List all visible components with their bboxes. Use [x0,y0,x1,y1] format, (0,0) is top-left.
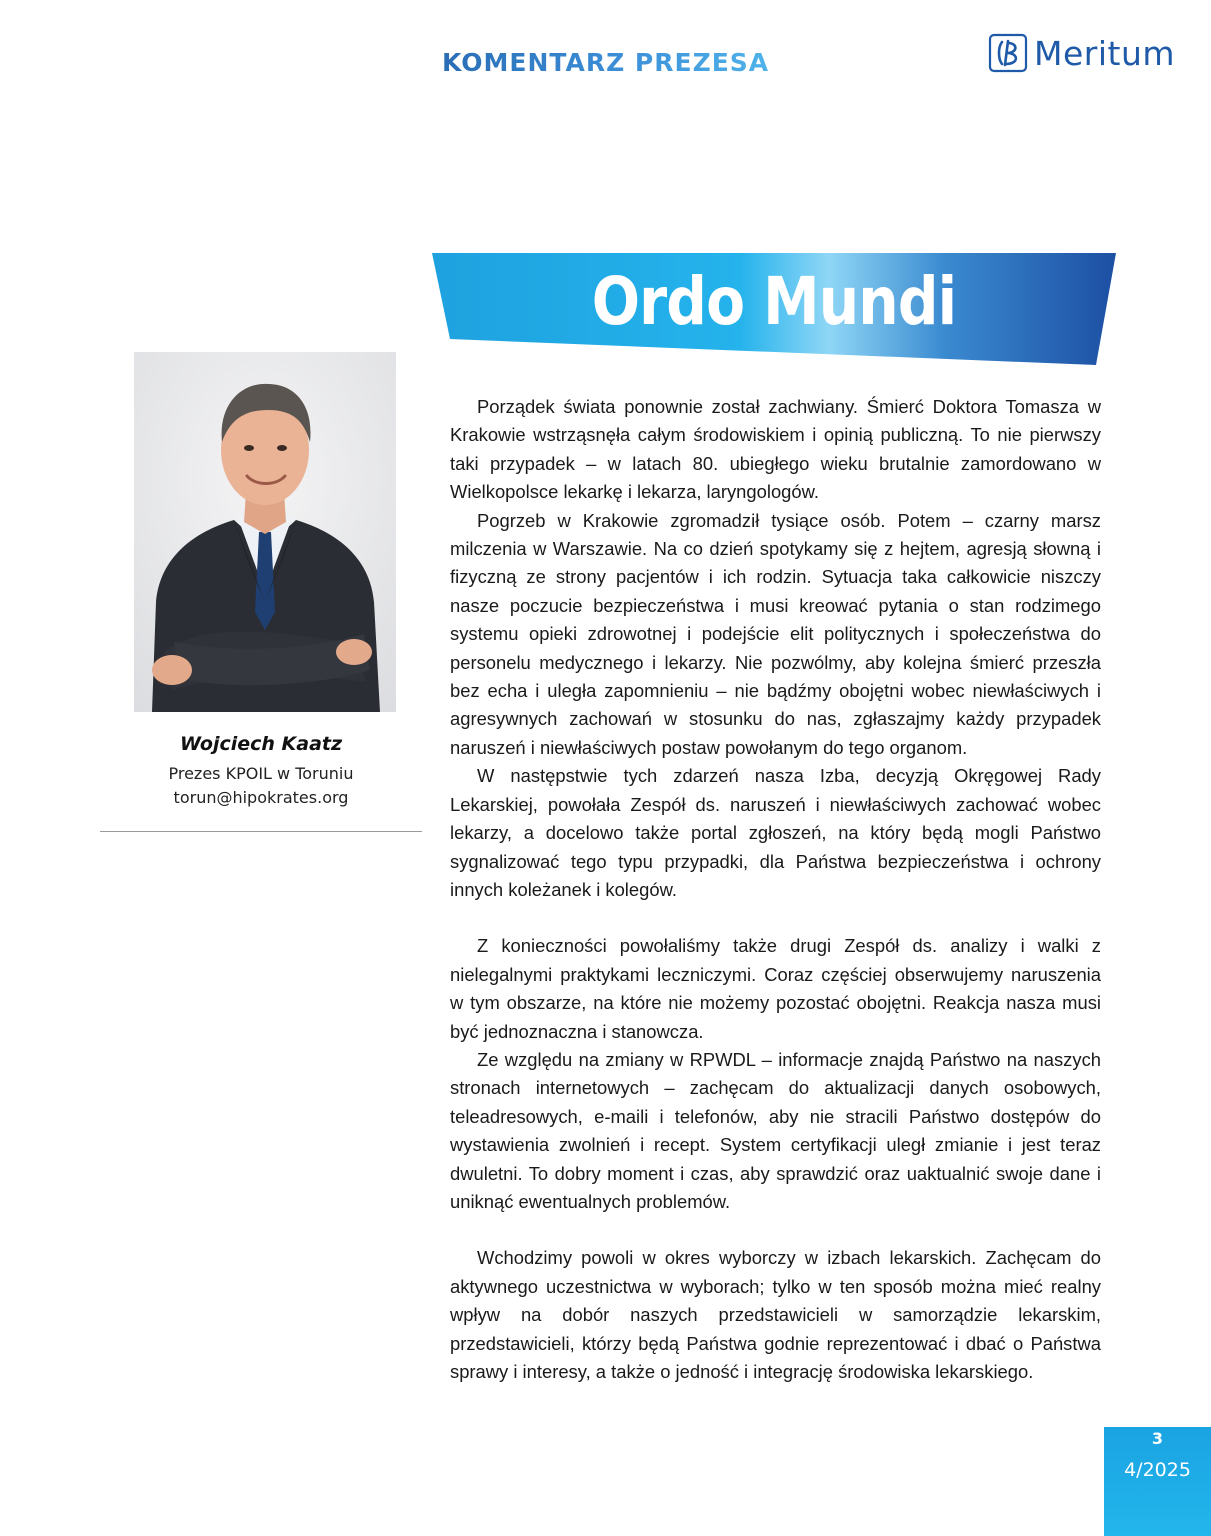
title-banner [432,253,1116,365]
divider [100,831,422,832]
author-email[interactable]: torun@hipokrates.org [173,788,349,807]
portrait-illustration [134,352,396,712]
izba-lekarska-logo-icon [988,33,1028,73]
paragraph: Ze względu na zmiany w RPWDL – informacje znajdą Państwo na naszych stronach internetowych – zachęcam do aktualizacji danych osobowych, teleadresowych, e-maili i telefonów, aby nie stracili Państwo dostępów do wystawienia zwolnień i recept. System certyfikacji uległ zmianie i jest teraz dwuletni. To dobry moment i czas, aby sprawdzić oraz uaktualnić swoje dane i uniknąć ewentualnych problemów. [450,1048,1101,1212]
page-number-tab [1104,1427,1211,1536]
section-title: KOMENTARZ PREZESA [442,48,770,77]
logo-text: Meritum [1034,33,1176,73]
meritum-logo [988,33,1175,73]
paragraph: Z konieczności powołaliśmy także drugi Zespół ds. analizy i walki z nielegalnymi praktykami leczniczymi. Coraz częściej obserwujemy naruszenia w tym obszarze, na które nie możemy pozostać obojętni. Reakcja nasza musi być jednoznaczna i stanowcza. [450,935,1101,1042]
author-role: Prezes KPOIL w Toruniu [168,764,354,783]
article-body [450,393,1101,1386]
paragraph: Porządek świata ponownie został zachwiany. Śmierć Doktora Tomasza w Krakowie wstrząsnęła całym środowiskiem i opinią publiczną. To nie pierwszy taki przypadek – w latach 80. ubiegłego wieku brutalnie zamordowano w Wielkopolsce lekarkę i lekarza, laryngologów. [450,396,1101,503]
page-number: 3 [1151,1429,1164,1448]
author-name: Wojciech Kaatz [179,733,343,755]
author-photo [134,352,396,712]
issue-number: 4/2025 [1124,1459,1191,1481]
author-block [100,733,422,807]
paragraph: Pogrzeb w Krakowie zgromadził tysiące osób. Potem – czarny marsz milczenia w Warszawie. Na co dzień spotykamy się z hejtem, agresją słowną i fizyczną ze strony pacjentów i ich rodzin. Sytuacja taka całkowicie niszczy nasze poczucie bezpieczeństwa i musi kreować pytania o stan rodzimego systemu opieki zdrowotnej i podejście elit politycznych i społeczeństwa do personelu medycznego i lekarzy. Nie pozwólmy, aby kolejna śmierć przeszła bez echa i uległa zapomnieniu – nie bądźmy obojętni wobec niewłaściwych i agresywnych zachowań w stosunku do nas, zgłaszajmy każdy przypadek naruszeń i niewłaściwych postaw powołanym do tego organom. [450,509,1101,758]
paragraph: Wchodzimy powoli w okres wyborczy w izbach lekarskich. Zachęcam do aktywnego uczestnictwa w wyborach; tylko w ten sposób można mieć realny wpływ na dobór naszych przedstawicieli w samorządzie lekarskim, przedstawicieli, którzy będą Państwa godnie reprezentować i dbać o Państwa sprawy i interesy, a także o jedność i integrację środowiska lekarskiego. [450,1247,1101,1382]
paragraph: W następstwie tych zdarzeń nasza Izba, decyzją Okręgowej Rady Lekarskiej, powołała Zespół ds. naruszeń i niewłaściwych zachować wobec lekarzy, a docelowo także portal zgłoszeń, na który będą mogli Państwo sygnalizować tego typu przypadki, dla Państwa bezpieczeństwa i ochrony innych koleżanek i kolegów. [450,765,1101,900]
article-title: Ordo Mundi [591,263,957,340]
